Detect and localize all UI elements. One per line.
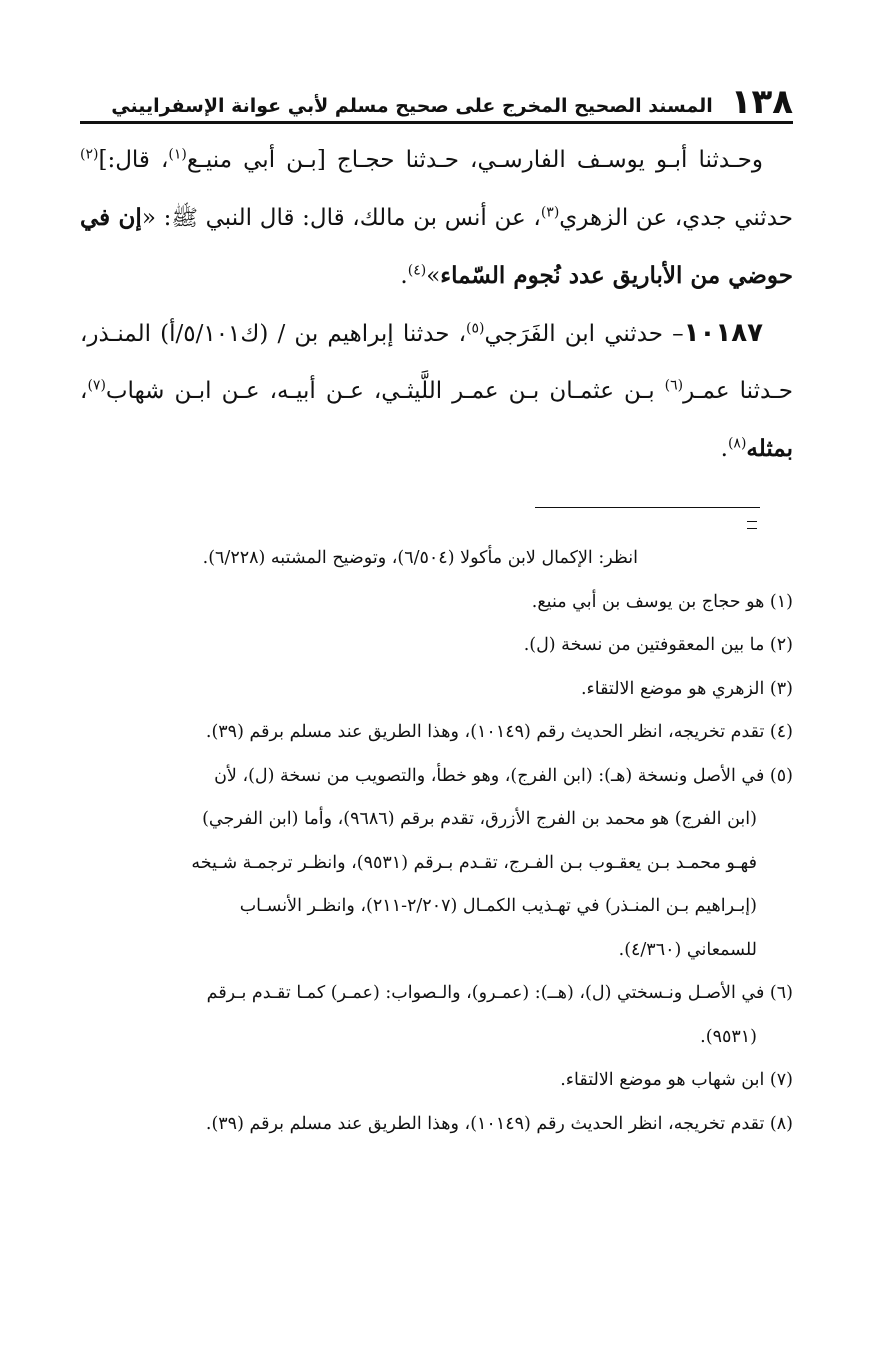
footnote-8: (٨) تقدم تخريجه، انظر الحديث رقم (١٠١٤٩)، وهذا الطريق عند مسلم برقم (٣٩). <box>205 1113 793 1134</box>
footnote-3: (٣) الزهري هو موضع الالتقاء. <box>580 678 793 699</box>
hadith-matn: إن في حوضي من الأباريق عدد نُجوم السّماء <box>80 204 793 289</box>
footnote-ref: (٧) <box>87 377 106 394</box>
footnote-ref: (٢) <box>80 146 99 163</box>
footnote-ref: (٨) <box>727 435 747 452</box>
footnotes <box>80 537 793 1146</box>
main-text <box>80 132 793 478</box>
footnote-ref: (٣) <box>540 204 560 221</box>
footnote-1: (١) هو حجاج بن يوسف بن أبي منيع. <box>531 591 793 612</box>
salawat-glyph: ﷺ <box>171 206 198 231</box>
footnote-ref: (٦) <box>664 377 684 394</box>
hadith-paragraph: ١٠١٨٧– حدثني ابن الفَرَجي$^{(٥)}$، حدثنا إبراهيم بن / (ك٥/١٠١/أ) المنـذر، حـدثنا عمـر$^{(٦)}$ بـن عثمـان بـن عمـر اللَّيثـي، عـن أبيـه، عـن ابـن شهاب$^{(٧)}$، بمثله$^{(٨)}$. <box>80 318 793 462</box>
page-number: ١٣٨ <box>730 82 793 122</box>
hadith-number: ١٠١٨٧ <box>683 318 763 348</box>
footnote-2: (٢) ما بين المعقوفتين من نسخة (ل). <box>523 635 793 655</box>
footnote-7: (٧) ابن شهاب هو موضع الالتقاء. <box>560 1070 793 1090</box>
isnad-paragraph: وحـدثنا أبـو يوسـف الفارسـي، حـدثنا حجـاج [بـن أبي منيـع$^{(١)}$، قال:]$^{(٢)}$ حدثني جدي، عن الزهري$^{(٣)}$، عن أنس بن مالك، قال: قال النبي ﷺ: «إن في حوضي من الأباريق عدد نُجوم السّماء»$^{(٤)}$. <box>80 146 794 289</box>
footnote-4: (٤) تقدم تخريجه، انظر الحديث رقم (١٠١٤٩)، وهذا الطريق عند مسلم برقم (٣٩). <box>205 722 793 742</box>
continuation-mark <box>747 521 757 529</box>
bimithlihi: بمثله <box>746 435 793 462</box>
footnote-continuation: انظر: الإكمال لابن مأكولا (٦/٥٠٤)، وتوضيح المشتبه (٦/٢٢٨). <box>202 548 638 568</box>
header-rule <box>80 121 793 124</box>
footnote-6: (٦) في الأصـل ونـسختي (ل)، (هــ): (عمـرو)، والـصواب: (عمـر) كمـا تقـدم بـرقم (٩٥٣١). <box>206 983 793 1047</box>
footnote-5: (٥) في الأصل ونسخة (هـ): (ابن الفرج)، وهو خطأ، والتصويب من نسخة (ل)، لأن (ابن الفرج) هو محمد بن الفرج الأزرق، تقدم برقم (٩٦٨٦)، وأما (ابن الفرجي) فهـو محمـد بـن يعقـوب بـن الفـرج، تقـدم بـرقم (٩٥٣١)، وانظـر ترجمـة شـيخه (إبـراهيم بـن المنـذر) في تهـذيب الكمـال (٢/٢٠٧-٢١١)، وانظـر الأنسـاب للسمعاني (٤/٣٦٠). <box>191 765 793 960</box>
footnote-separator <box>535 507 760 508</box>
footnote-ref: (١) <box>168 146 187 163</box>
footnote-ref: (٤) <box>407 262 427 279</box>
running-title: المسند الصحيح المخرج على صحيح مسلم لأبي عوانة الإسفراييني <box>111 95 713 117</box>
page-header <box>80 80 793 120</box>
footnote-ref: (٥) <box>466 320 485 337</box>
